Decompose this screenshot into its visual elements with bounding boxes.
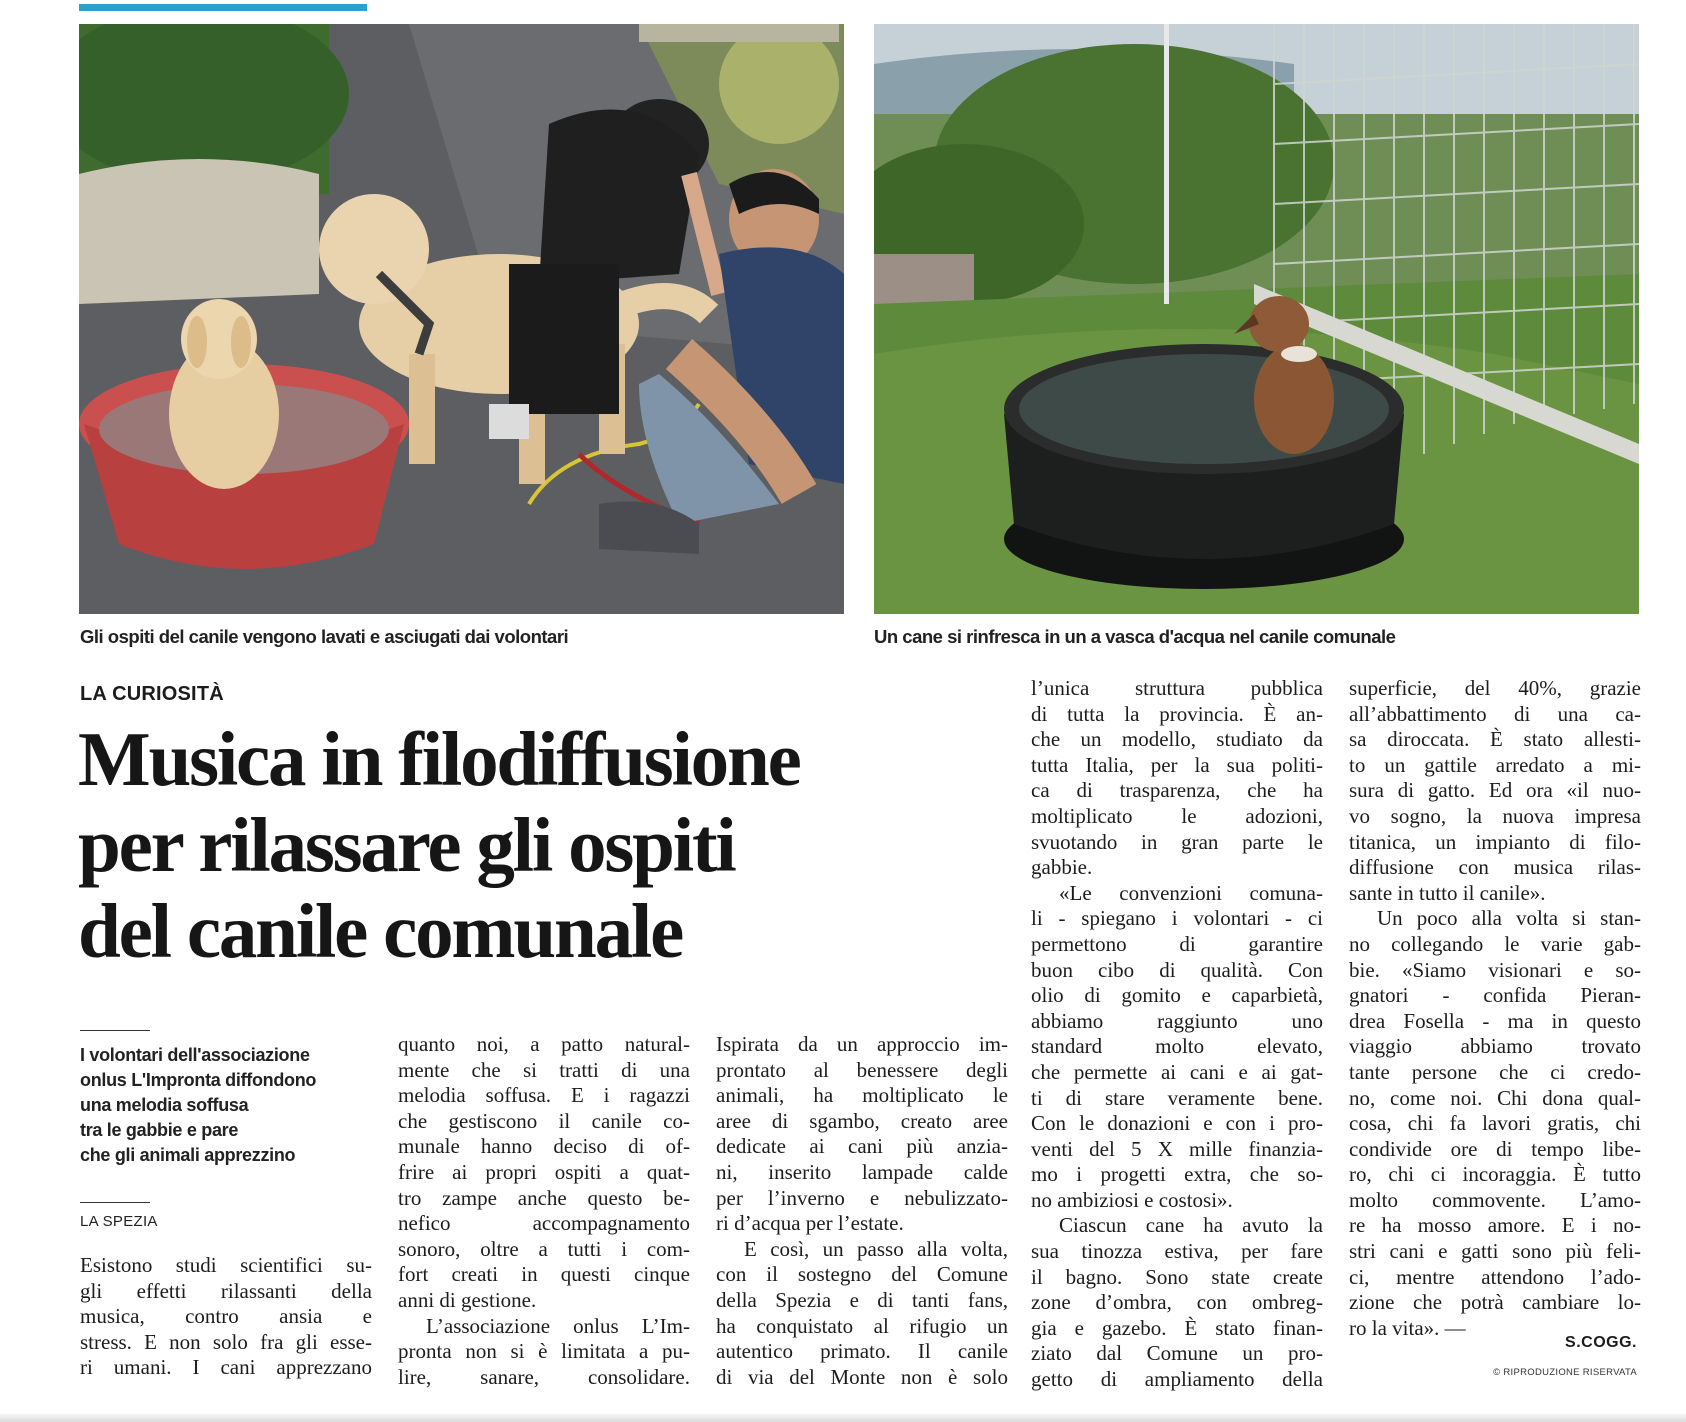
text-line: gnatori - confida Pieran-	[1349, 983, 1641, 1008]
text-line: buon cibo di qualità. Con	[1031, 957, 1323, 982]
text-line: ti di stare veramente bene.	[1031, 1085, 1323, 1110]
text-line: stress. E non solo fra gli esse-	[80, 1329, 372, 1354]
text-line: ro, chi ci incoraggia. È tutto	[1349, 1162, 1641, 1187]
text-line: titanica, un impianto di filo-	[1349, 829, 1641, 854]
text-line: cosa, chi fa lavori gratis, chi	[1349, 1111, 1641, 1136]
text-line: moltiplicato le adozioni,	[1031, 803, 1323, 828]
headline-line: per rilassare gli ospiti	[78, 802, 735, 888]
text-line: tro zampe anche questo be-	[398, 1185, 690, 1210]
text-line: fort creati in questi cinque	[398, 1262, 690, 1287]
summary-line: I volontari dell'associazione	[80, 1045, 310, 1065]
text-line: ca di trasparenza, che ha	[1031, 778, 1323, 803]
text-line: diffusione con musica rilas-	[1349, 855, 1641, 880]
text-line: munale hanno deciso di of-	[398, 1134, 690, 1159]
text-line: molto commovente. L’amo-	[1349, 1187, 1641, 1212]
text-line: standard molto elevato,	[1031, 1034, 1323, 1059]
text-line: gabbie.	[1031, 855, 1093, 880]
article-column-3	[716, 1032, 1008, 1390]
headline-line: Musica in filodiffusione	[78, 716, 800, 802]
text-line: condivide ore di tempo libe-	[1349, 1136, 1641, 1161]
text-line: aree di sgambo, creato aree	[716, 1108, 1008, 1133]
text-line: no ambiziosi e costosi».	[1031, 1187, 1233, 1212]
dateline-rule	[80, 1202, 150, 1203]
article-column-2	[398, 1032, 690, 1390]
summary	[80, 1043, 370, 1168]
text-line: drea Fosella - ma in questo	[1349, 1008, 1641, 1033]
summary-line: una melodia soffusa	[80, 1095, 249, 1115]
text-line: bie. «Siamo visionari e so-	[1349, 957, 1641, 982]
text-line: sonoro, oltre a tutti i com-	[398, 1236, 690, 1261]
text-line: «Le convenzioni comuna-	[1059, 880, 1323, 905]
text-line: svuotando in gran parte le	[1031, 829, 1323, 854]
text-line: ni, inserito lampade calde	[716, 1159, 1008, 1184]
text-line: zone d’ombra, con ombreg-	[1031, 1290, 1323, 1315]
text-line: sa diroccata. È stato allesti-	[1349, 727, 1641, 752]
summary-line: che gli animali apprezzino	[80, 1145, 296, 1165]
article-column-1	[80, 1253, 372, 1381]
text-line: ri umani. I cani apprezzano	[80, 1355, 372, 1380]
photo-dog-in-water-tub	[874, 24, 1639, 614]
photo-right-illustration	[874, 24, 1639, 614]
text-line: tante persone che ci credo-	[1349, 1059, 1641, 1084]
text-line: Ciascun cane ha avuto la	[1059, 1213, 1323, 1238]
text-line: getto di ampliamento della	[1031, 1367, 1323, 1392]
copyright-notice: © RIPRODUZIONE RISERVATA	[1493, 1367, 1637, 1378]
headline-line: del canile comunale	[78, 888, 683, 974]
photo-dogs-washed-by-volunteers	[79, 24, 844, 614]
text-line: mo i progetti extra, che so-	[1031, 1162, 1323, 1187]
text-line: ziato dal Comune un pro-	[1031, 1341, 1323, 1366]
text-line: ci, mentre attendono l’ado-	[1349, 1264, 1641, 1289]
text-line: frire ai propri ospiti a quat-	[398, 1159, 690, 1184]
text-line: sua tinozza estiva, per fare	[1031, 1239, 1323, 1264]
author-signature: S.COGG.	[1565, 1334, 1637, 1351]
photo-caption-left: Gli ospiti del canile vengono lavati e asciugati dai volontari	[80, 626, 569, 647]
text-line: gli effetti rilassanti della	[80, 1278, 372, 1303]
text-line: vo sogno, la nuova impresa	[1349, 803, 1641, 828]
dateline: LA SPEZIA	[80, 1213, 158, 1230]
text-line: venti del 5 X mille finanzia-	[1031, 1136, 1323, 1161]
text-line: musica, contro ansia e	[80, 1304, 372, 1329]
text-line: sante in tutto il canile».	[1349, 880, 1546, 905]
text-line: L’associazione onlus L’Im-	[426, 1313, 690, 1338]
text-line: no, come noi. Chi dona qual-	[1349, 1085, 1641, 1110]
text-line: prontato al benessere degli	[716, 1057, 1008, 1082]
text-line: abbiamo raggiunto uno	[1031, 1008, 1323, 1033]
text-line: per l’inverno e nebulizzato-	[716, 1185, 1008, 1210]
text-line: ro la vita». —	[1349, 1315, 1466, 1340]
text-line: l’unica struttura pubblica	[1031, 676, 1323, 700]
text-line: permettono di garantire	[1031, 931, 1323, 956]
text-line: gia e gazebo. È stato finan-	[1031, 1315, 1323, 1340]
text-line: ha conquistato al rifugio un	[716, 1313, 1008, 1338]
text-line: quanto noi, a patto natural-	[398, 1032, 690, 1056]
page-bottom-edge	[0, 1414, 1686, 1422]
text-line: viaggio abbiamo trovato	[1349, 1034, 1641, 1059]
text-line: sura di gatto. Ed ora «il nuo-	[1349, 778, 1641, 803]
text-line: che gestiscono il canile co-	[398, 1108, 690, 1133]
text-line: della Spezia e di tanti fans,	[716, 1287, 1008, 1312]
article-column-5	[1349, 676, 1641, 1341]
headline	[78, 716, 968, 974]
text-line: lire, sanare, consolidare.	[398, 1364, 690, 1389]
text-line: dedicate ai cani più anzia-	[716, 1134, 1008, 1159]
photo-left-illustration	[79, 24, 844, 614]
summary-rule	[80, 1030, 150, 1031]
text-line: Con le donazioni e con i pro-	[1031, 1111, 1323, 1136]
text-line: olio di gomito e caparbietà,	[1031, 983, 1323, 1008]
text-line: no collegando le varie gab-	[1349, 931, 1641, 956]
text-line: che permette ai cani e ai gat-	[1031, 1059, 1323, 1084]
text-line: Esistono studi scientifici su-	[80, 1253, 372, 1277]
text-line: re ha mosso amore. E i no-	[1349, 1213, 1641, 1238]
text-line: ri d’acqua per l’estate.	[716, 1211, 904, 1236]
text-line: melodia soffusa. E i ragazzi	[398, 1083, 690, 1108]
text-line: anni di gestione.	[398, 1287, 537, 1312]
text-line: all’abbattimento di una ca-	[1349, 701, 1641, 726]
text-line: superficie, del 40%, grazie	[1349, 676, 1641, 700]
text-line: il bagno. Sono state create	[1031, 1264, 1323, 1289]
kicker: LA CURIOSITÀ	[80, 683, 224, 705]
text-line: autentico primato. Il canile	[716, 1339, 1008, 1364]
text-line: E così, un passo alla volta,	[744, 1236, 1008, 1261]
text-line: nefico accompagnamento	[398, 1211, 690, 1236]
summary-line: tra le gabbie e pare	[80, 1120, 239, 1140]
text-line: zione che potrà cambiare lo-	[1349, 1290, 1641, 1315]
text-line: che un modello, studiato da	[1031, 727, 1323, 752]
text-line: di via del Monte non è solo	[716, 1364, 1008, 1389]
article-column-4	[1031, 676, 1323, 1393]
text-line: Un poco alla volta si stan-	[1377, 906, 1641, 931]
section-color-bar	[79, 4, 367, 11]
text-line: con il sostegno del Comune	[716, 1262, 1008, 1287]
text-line: to un gattile arredato a mi-	[1349, 752, 1641, 777]
text-line: mente che si tratti di una	[398, 1057, 690, 1082]
text-line: animali, ha moltiplicato le	[716, 1083, 1008, 1108]
text-line: pronta non si è limitata a pu-	[398, 1339, 690, 1364]
text-line: stri cani e gatti sono più feli-	[1349, 1239, 1641, 1264]
text-line: tutta Italia, per la sua politi-	[1031, 752, 1323, 777]
summary-line: onlus L'Impronta diffondono	[80, 1070, 317, 1090]
text-line: Ispirata da un approccio im-	[716, 1032, 1008, 1056]
photo-caption-right: Un cane si rinfresca in un a vasca d'acqua nel canile comunale	[874, 626, 1396, 647]
text-line: li - spiegano i volontari - ci	[1031, 906, 1323, 931]
text-line: di tutta la provincia. È an-	[1031, 701, 1323, 726]
